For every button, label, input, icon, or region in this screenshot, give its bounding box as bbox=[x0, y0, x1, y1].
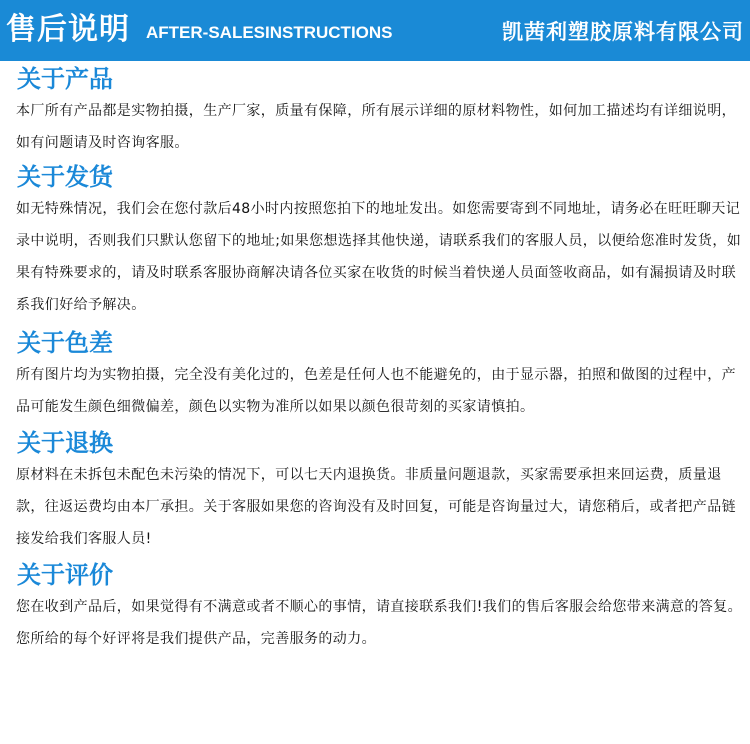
section-body-product: 本厂所有产品都是实物拍摄，生产厂家，质量有保障，所有展示详细的原材料物性，如何加工描述均有详细说明，如有问题请及时咨询客服。 bbox=[16, 103, 736, 151]
section-body-shipping: 如无特殊情况，我们会在您付款后48小时内按照您拍下的地址发出。如您需要寄到不同地址，请务必在旺旺聊天记录中说明，否则我们只默认您留下的地址;如果您想选择其他快递，请联系我们的客服人员，以便给您准时发货，如果有特殊要求的，请及时联系客服协商解决请各位买家在收货的时候当着快递人员面签收商品，如有漏损请及时联系我们好给予解决。 bbox=[16, 201, 742, 313]
section-returns bbox=[0, 427, 750, 555]
section-title-color: 关于色差 bbox=[17, 329, 113, 357]
section-shipping bbox=[0, 161, 750, 321]
section-title-reviews: 关于评价 bbox=[17, 561, 113, 589]
company-name: 凯茜利塑胶原料有限公司 bbox=[502, 20, 744, 44]
sections-container bbox=[0, 61, 750, 655]
page-title: 售后说明 bbox=[6, 12, 130, 47]
section-title-product: 关于产品 bbox=[17, 65, 113, 93]
section-color bbox=[0, 327, 750, 423]
page-subtitle: AFTER-SALESINSTRUCTIONS bbox=[146, 23, 393, 42]
section-body-color: 所有图片均为实物拍摄，完全没有美化过的，色差是任何人也不能避免的，由于显示器，拍照和做图的过程中，产品可能发生颜色细微偏差，颜色以实物为准所以如果以颜色很苛刻的买家请慎拍。 bbox=[16, 367, 736, 415]
section-title-shipping: 关于发货 bbox=[17, 163, 113, 191]
section-product bbox=[0, 63, 750, 159]
section-reviews bbox=[0, 559, 750, 655]
section-body-reviews: 您在收到产品后，如果觉得有不满意或者不顺心的事情，请直接联系我们!我们的售后客服会给您带来满意的答复。您所给的每个好评将是我们提供产品，完善服务的动力。 bbox=[16, 599, 743, 647]
section-body-returns: 原材料在未拆包未配色未污染的情况下，可以七天内退换货。非质量问题退款，买家需要承担来回运费，质量退款，往返运费均由本厂承担。关于客服如果您的咨询没有及时回复，可能是咨询量过大，请您稍后，或者把产品链接发给我们客服人员! bbox=[16, 467, 736, 547]
header-banner bbox=[0, 0, 750, 61]
section-title-returns: 关于退换 bbox=[17, 429, 113, 457]
